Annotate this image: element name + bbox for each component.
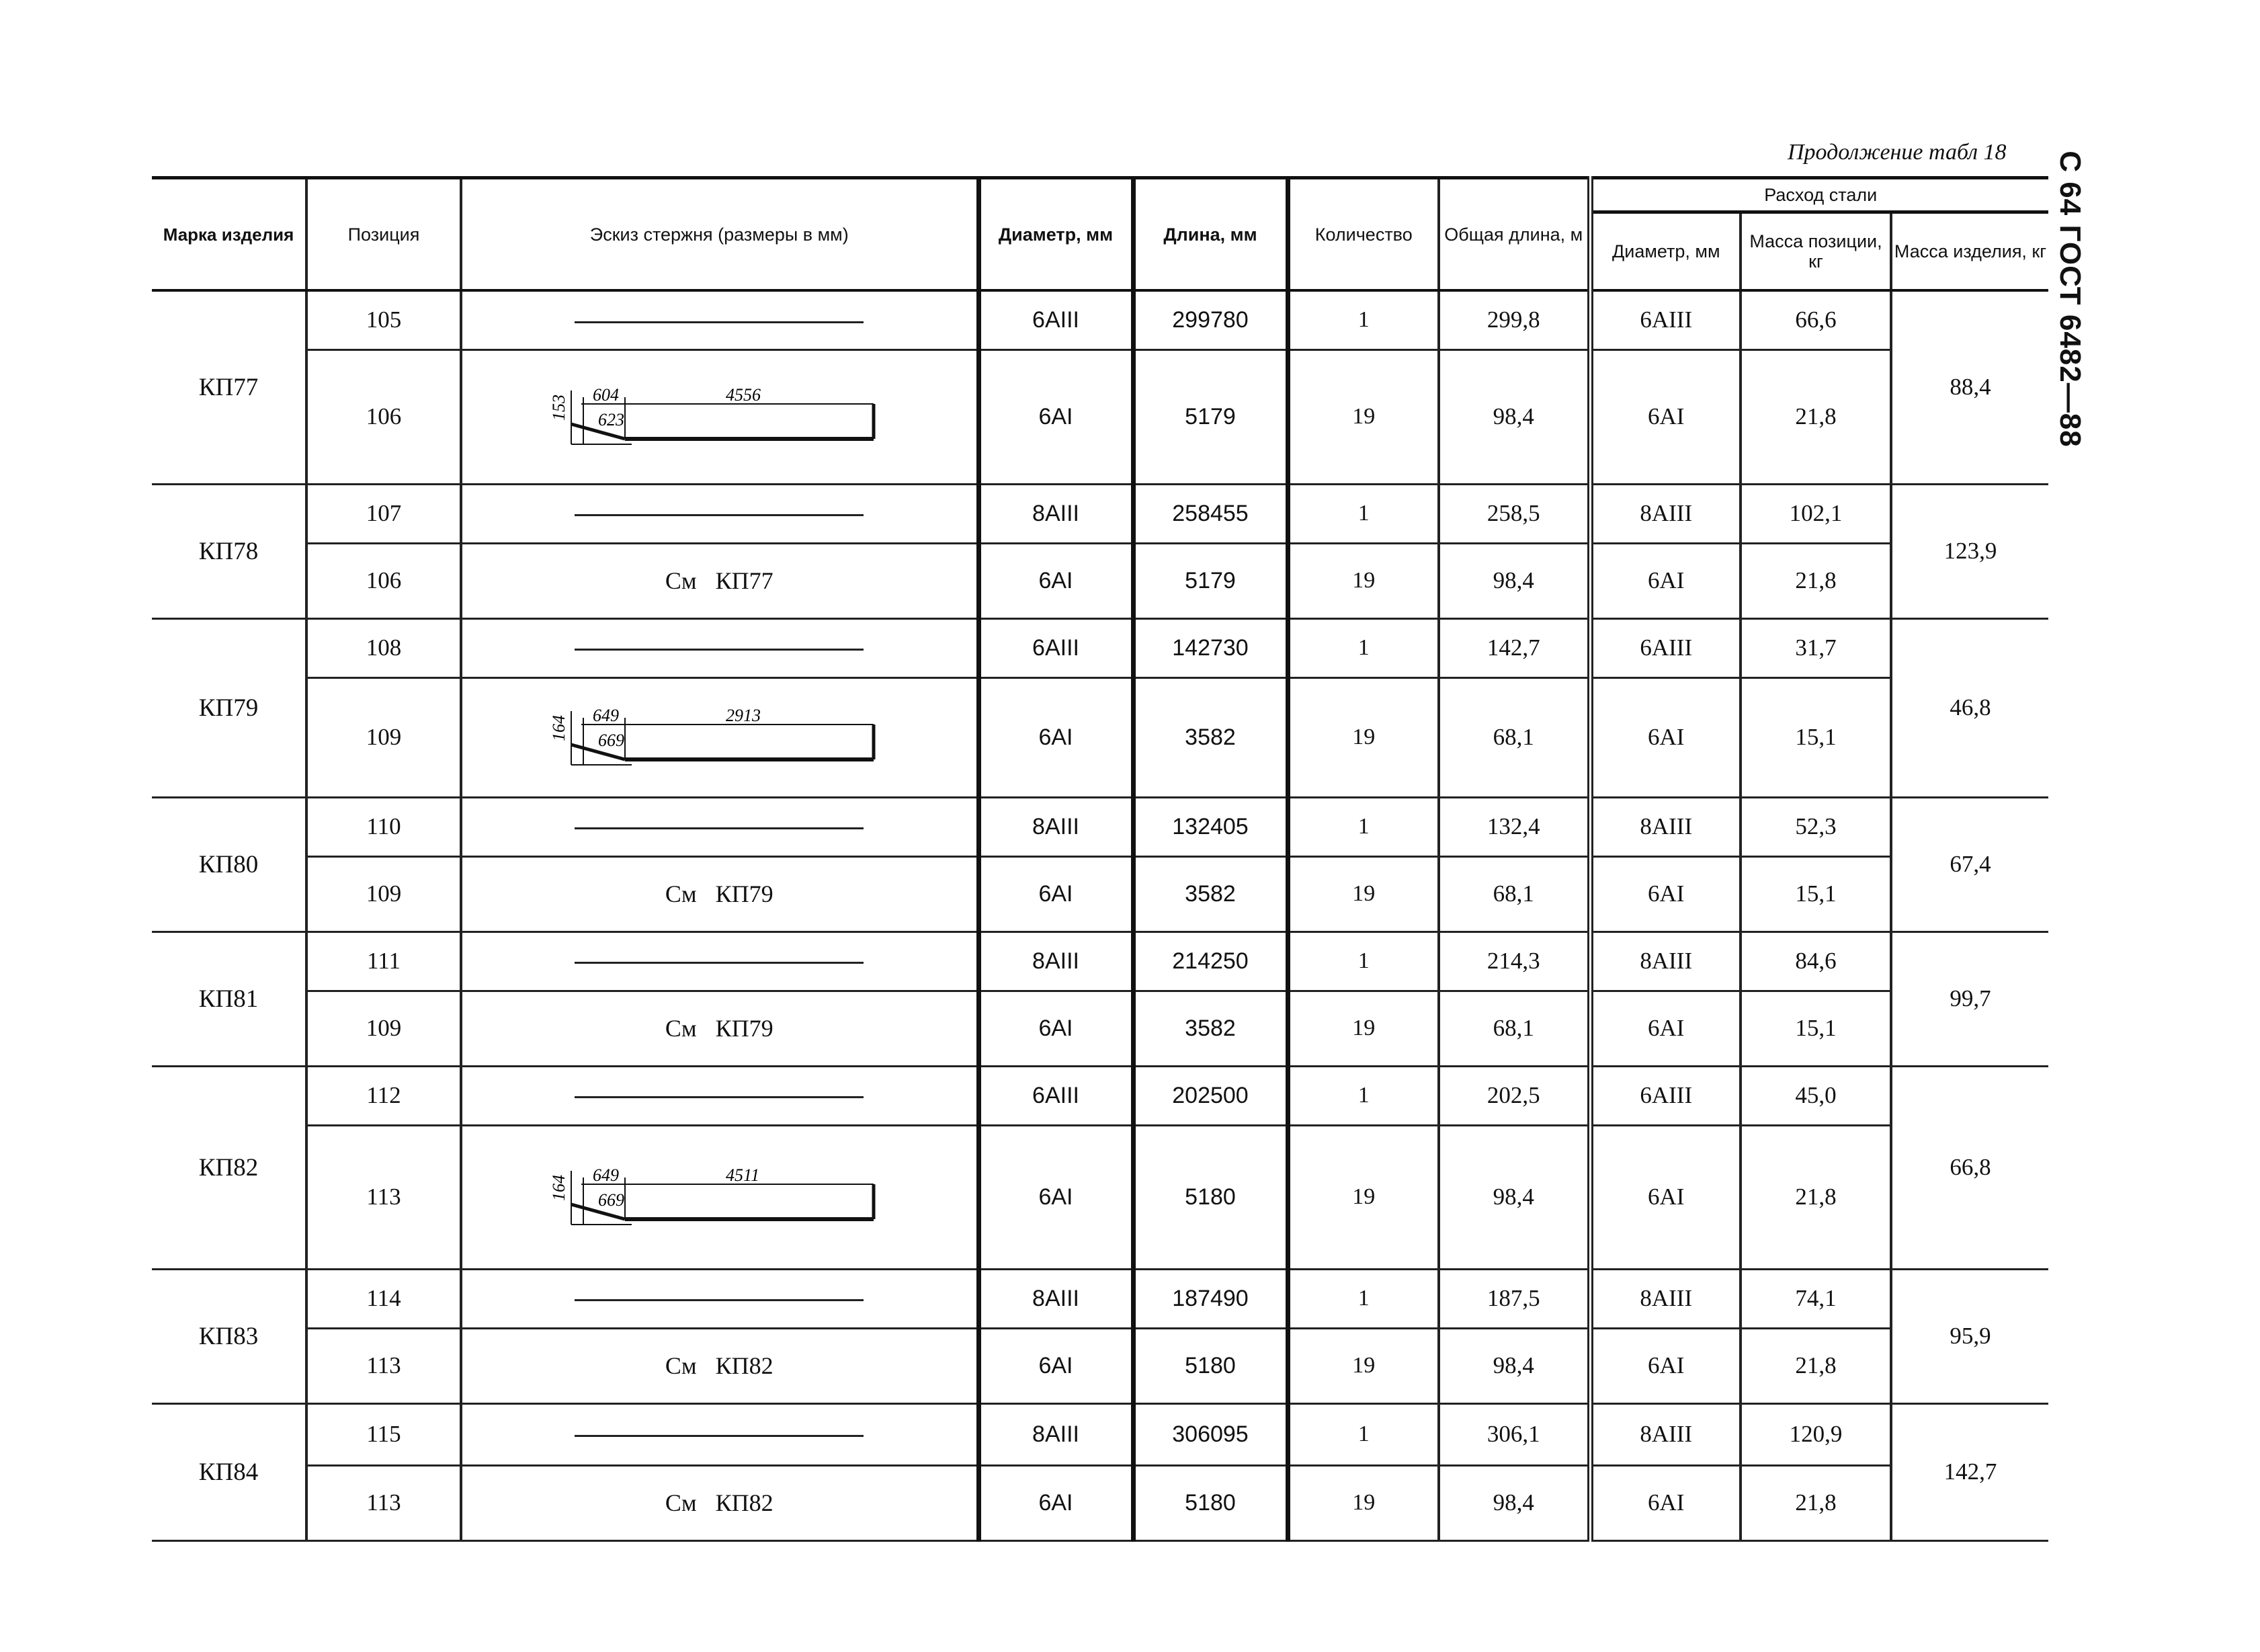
steel-diameter-cell: 8AIII — [1590, 797, 1741, 856]
total-length-cell: 187,5 — [1439, 1269, 1590, 1328]
table-row — [152, 677, 2048, 797]
total-length-cell: 98,4 — [1439, 1465, 1590, 1540]
header-steel-consumption: Расход стали — [1590, 178, 2048, 212]
position-mass-cell: 52,3 — [1741, 797, 1891, 856]
sketch-cell — [461, 932, 978, 991]
product-mass-cell: 142,7 — [1891, 1403, 2048, 1540]
table-row — [152, 543, 2048, 618]
table-row — [152, 1328, 2048, 1403]
product-mark: КП79 — [152, 618, 306, 797]
sketch-dim-c-label: 623 — [598, 409, 625, 429]
position-cell: 115 — [306, 1403, 461, 1465]
product-mark: КП83 — [152, 1269, 306, 1403]
quantity-cell: 19 — [1288, 856, 1439, 932]
steel-diameter-cell: 6AI — [1590, 349, 1741, 484]
sketch-cell — [461, 991, 978, 1066]
bent-bar-sketch — [544, 698, 894, 772]
see-reference — [462, 880, 976, 908]
total-length-cell: 68,1 — [1439, 856, 1590, 932]
total-length-cell: 132,4 — [1439, 797, 1590, 856]
table-row — [152, 618, 2048, 677]
steel-diameter-cell: 8AIII — [1590, 1403, 1741, 1465]
straight-bar-line — [575, 321, 864, 323]
sketch-dim-c-label: 669 — [598, 730, 625, 750]
quantity-cell: 1 — [1288, 1269, 1439, 1328]
see-reference — [462, 1014, 976, 1042]
straight-bar-line — [575, 1435, 864, 1437]
steel-diameter-cell: 6AI — [1590, 1125, 1741, 1269]
product-mark: КП77 — [152, 290, 306, 484]
see-reference — [462, 1489, 976, 1517]
length-cell: 132405 — [1133, 797, 1288, 856]
steel-diameter-cell: 6AI — [1590, 677, 1741, 797]
see-ref-mark: КП82 — [715, 1489, 773, 1516]
sketch-height-label: 164 — [549, 714, 569, 741]
total-length-cell: 142,7 — [1439, 618, 1590, 677]
length-cell: 202500 — [1133, 1066, 1288, 1125]
sketch-dim-c-label: 669 — [598, 1190, 625, 1210]
length-cell: 5179 — [1133, 349, 1288, 484]
table-row — [152, 349, 2048, 484]
reinforcement-table — [152, 176, 2048, 1542]
length-cell: 3582 — [1133, 856, 1288, 932]
steel-diameter-cell: 6AIII — [1590, 1066, 1741, 1125]
diameter-cell: 6AI — [978, 856, 1133, 932]
sketch-cell — [461, 1328, 978, 1403]
total-length-cell: 98,4 — [1439, 543, 1590, 618]
sketch-dim-a-label: 604 — [593, 384, 620, 405]
diameter-cell: 8AIII — [978, 1403, 1133, 1465]
position-mass-cell: 102,1 — [1741, 484, 1891, 543]
table-row — [152, 1403, 2048, 1465]
steel-diameter-cell: 6AI — [1590, 991, 1741, 1066]
diameter-cell: 8AIII — [978, 1269, 1133, 1328]
length-cell: 5180 — [1133, 1328, 1288, 1403]
sketch-cell — [461, 677, 978, 797]
table-row — [152, 1269, 2048, 1328]
length-cell: 187490 — [1133, 1269, 1288, 1328]
sketch-dim-a-label: 649 — [593, 1165, 620, 1185]
position-mass-cell: 15,1 — [1741, 991, 1891, 1066]
position-cell: 106 — [306, 543, 461, 618]
position-mass-cell: 66,6 — [1741, 290, 1891, 349]
diameter-cell: 6AI — [978, 1328, 1133, 1403]
diameter-cell: 8AIII — [978, 484, 1133, 543]
bent-bar-sketch — [544, 1157, 894, 1231]
sketch-dim-b-label: 4556 — [726, 384, 761, 405]
position-mass-cell: 45,0 — [1741, 1066, 1891, 1125]
position-cell: 109 — [306, 991, 461, 1066]
table-row — [152, 484, 2048, 543]
product-mark: КП84 — [152, 1403, 306, 1540]
sketch-cell — [461, 1066, 978, 1125]
diameter-cell: 8AIII — [978, 932, 1133, 991]
position-mass-cell: 31,7 — [1741, 618, 1891, 677]
straight-bar-line — [575, 827, 864, 829]
straight-bar-line — [575, 1299, 864, 1301]
steel-diameter-cell: 8AIII — [1590, 484, 1741, 543]
position-mass-cell: 84,6 — [1741, 932, 1891, 991]
continuation-title: Продолжение табл 18 — [1788, 140, 2007, 165]
diameter-cell: 6AIII — [978, 618, 1133, 677]
see-label: См — [665, 1015, 697, 1042]
total-length-cell: 299,8 — [1439, 290, 1590, 349]
header-product-mass: Масса изделия, кг — [1891, 212, 2048, 291]
length-cell: 3582 — [1133, 677, 1288, 797]
table-row — [152, 932, 2048, 991]
product-mark: КП78 — [152, 484, 306, 618]
total-length-cell: 68,1 — [1439, 991, 1590, 1066]
table-row — [152, 1066, 2048, 1125]
product-mass-cell: 99,7 — [1891, 932, 2048, 1066]
quantity-cell: 19 — [1288, 543, 1439, 618]
position-cell: 105 — [306, 290, 461, 349]
quantity-cell: 1 — [1288, 932, 1439, 991]
header-sketch: Эскиз стержня (размеры в мм) — [461, 178, 978, 291]
quantity-cell: 1 — [1288, 797, 1439, 856]
sketch-cell — [461, 618, 978, 677]
sketch-cell — [461, 1125, 978, 1269]
header-mark: Марка изделия — [152, 178, 306, 291]
table-row — [152, 991, 2048, 1066]
quantity-cell: 1 — [1288, 290, 1439, 349]
sketch-cell — [461, 290, 978, 349]
quantity-cell: 1 — [1288, 1066, 1439, 1125]
bent-bar-sketch — [544, 377, 894, 451]
quantity-cell: 19 — [1288, 349, 1439, 484]
length-cell: 3582 — [1133, 991, 1288, 1066]
quantity-cell: 19 — [1288, 991, 1439, 1066]
straight-bar-line — [575, 1096, 864, 1098]
header-position: Позиция — [306, 178, 461, 291]
diameter-cell: 6AI — [978, 991, 1133, 1066]
steel-diameter-cell: 6AI — [1590, 543, 1741, 618]
steel-diameter-cell: 8AIII — [1590, 932, 1741, 991]
position-cell: 106 — [306, 349, 461, 484]
product-mass-cell: 67,4 — [1891, 797, 2048, 932]
sketch-height-label: 164 — [549, 1174, 569, 1201]
see-label: См — [665, 880, 697, 907]
total-length-cell: 98,4 — [1439, 349, 1590, 484]
side-title-text: С 64 ГОСТ 6482—88 — [2054, 151, 2087, 448]
steel-diameter-cell: 6AI — [1590, 856, 1741, 932]
position-cell: 108 — [306, 618, 461, 677]
product-mark: КП80 — [152, 797, 306, 932]
steel-diameter-cell: 6AI — [1590, 1465, 1741, 1540]
diameter-cell: 6AI — [978, 349, 1133, 484]
quantity-cell: 19 — [1288, 1465, 1439, 1540]
table-row — [152, 856, 2048, 932]
total-length-cell: 98,4 — [1439, 1328, 1590, 1403]
see-ref-mark: КП77 — [715, 567, 773, 594]
quantity-cell: 1 — [1288, 1403, 1439, 1465]
header-row — [152, 178, 2048, 212]
length-cell: 5180 — [1133, 1125, 1288, 1269]
total-length-cell: 258,5 — [1439, 484, 1590, 543]
see-label: См — [665, 1352, 697, 1379]
quantity-cell: 19 — [1288, 1328, 1439, 1403]
position-mass-cell: 21,8 — [1741, 1125, 1891, 1269]
position-mass-cell: 21,8 — [1741, 1465, 1891, 1540]
product-mark: КП81 — [152, 932, 306, 1066]
diameter-cell: 6AIII — [978, 290, 1133, 349]
sketch-height-label: 153 — [549, 394, 569, 421]
see-label: См — [665, 1489, 697, 1516]
sketch-cell — [461, 349, 978, 484]
position-mass-cell: 21,8 — [1741, 349, 1891, 484]
total-length-cell: 306,1 — [1439, 1403, 1590, 1465]
see-ref-mark: КП79 — [715, 880, 773, 907]
position-cell: 112 — [306, 1066, 461, 1125]
sketch-cell — [461, 797, 978, 856]
steel-diameter-cell: 6AIII — [1590, 290, 1741, 349]
see-reference — [462, 1352, 976, 1380]
sketch-cell — [461, 484, 978, 543]
position-cell: 114 — [306, 1269, 461, 1328]
length-cell: 5180 — [1133, 1465, 1288, 1540]
quantity-cell: 19 — [1288, 677, 1439, 797]
sketch-cell — [461, 543, 978, 618]
see-ref-mark: КП82 — [715, 1352, 773, 1379]
length-cell: 142730 — [1133, 618, 1288, 677]
header-position-mass: Масса позиции, кг — [1741, 212, 1891, 291]
position-mass-cell: 15,1 — [1741, 856, 1891, 932]
length-cell: 258455 — [1133, 484, 1288, 543]
diameter-cell: 8AIII — [978, 797, 1133, 856]
steel-diameter-cell: 6AI — [1590, 1328, 1741, 1403]
header-quantity: Количество — [1288, 178, 1439, 291]
straight-bar-line — [575, 514, 864, 516]
length-cell: 299780 — [1133, 290, 1288, 349]
total-length-cell: 98,4 — [1439, 1125, 1590, 1269]
header-diameter: Диаметр, мм — [978, 178, 1133, 291]
sketch-dim-a-label: 649 — [593, 705, 620, 725]
sketch-dim-b-label: 2913 — [726, 705, 761, 725]
position-cell: 110 — [306, 797, 461, 856]
position-cell: 107 — [306, 484, 461, 543]
side-title — [2043, 144, 2097, 454]
diameter-cell: 6AI — [978, 1125, 1133, 1269]
position-cell: 113 — [306, 1465, 461, 1540]
sketch-cell — [461, 856, 978, 932]
steel-diameter-cell: 6AIII — [1590, 618, 1741, 677]
diameter-cell: 6AI — [978, 1465, 1133, 1540]
total-length-cell: 214,3 — [1439, 932, 1590, 991]
position-mass-cell: 21,8 — [1741, 543, 1891, 618]
table-body — [152, 290, 2048, 1540]
position-mass-cell: 120,9 — [1741, 1403, 1891, 1465]
steel-diameter-cell: 8AIII — [1590, 1269, 1741, 1328]
diameter-cell: 6AIII — [978, 1066, 1133, 1125]
table-row — [152, 1465, 2048, 1540]
straight-bar-line — [575, 649, 864, 651]
product-mass-cell: 95,9 — [1891, 1269, 2048, 1403]
diameter-cell: 6AI — [978, 677, 1133, 797]
length-cell: 214250 — [1133, 932, 1288, 991]
header-steel-diameter: Диаметр, мм — [1590, 212, 1741, 291]
position-mass-cell: 74,1 — [1741, 1269, 1891, 1328]
position-cell: 113 — [306, 1125, 461, 1269]
total-length-cell: 68,1 — [1439, 677, 1590, 797]
position-mass-cell: 15,1 — [1741, 677, 1891, 797]
quantity-cell: 1 — [1288, 484, 1439, 543]
see-label: См — [665, 567, 697, 594]
product-mark: КП82 — [152, 1066, 306, 1269]
product-mass-cell: 88,4 — [1891, 290, 2048, 484]
length-cell: 306095 — [1133, 1403, 1288, 1465]
position-cell: 111 — [306, 932, 461, 991]
table-row — [152, 290, 2048, 349]
header-length: Длина, мм — [1133, 178, 1288, 291]
total-length-cell: 202,5 — [1439, 1066, 1590, 1125]
header-total-length: Общая длина, м — [1439, 178, 1590, 291]
position-cell: 109 — [306, 856, 461, 932]
length-cell: 5179 — [1133, 543, 1288, 618]
straight-bar-line — [575, 962, 864, 964]
sketch-cell — [461, 1465, 978, 1540]
quantity-cell: 1 — [1288, 618, 1439, 677]
position-mass-cell: 21,8 — [1741, 1328, 1891, 1403]
sketch-cell — [461, 1403, 978, 1465]
sketch-dim-b-label: 4511 — [726, 1165, 760, 1185]
product-mass-cell: 46,8 — [1891, 618, 2048, 797]
diameter-cell: 6AI — [978, 543, 1133, 618]
position-cell: 109 — [306, 677, 461, 797]
product-mass-cell: 66,8 — [1891, 1066, 2048, 1269]
product-mass-cell: 123,9 — [1891, 484, 2048, 618]
quantity-cell: 19 — [1288, 1125, 1439, 1269]
table-row — [152, 1125, 2048, 1269]
see-ref-mark: КП79 — [715, 1015, 773, 1042]
see-reference — [462, 567, 976, 595]
sketch-cell — [461, 1269, 978, 1328]
position-cell: 113 — [306, 1328, 461, 1403]
table-row — [152, 797, 2048, 856]
